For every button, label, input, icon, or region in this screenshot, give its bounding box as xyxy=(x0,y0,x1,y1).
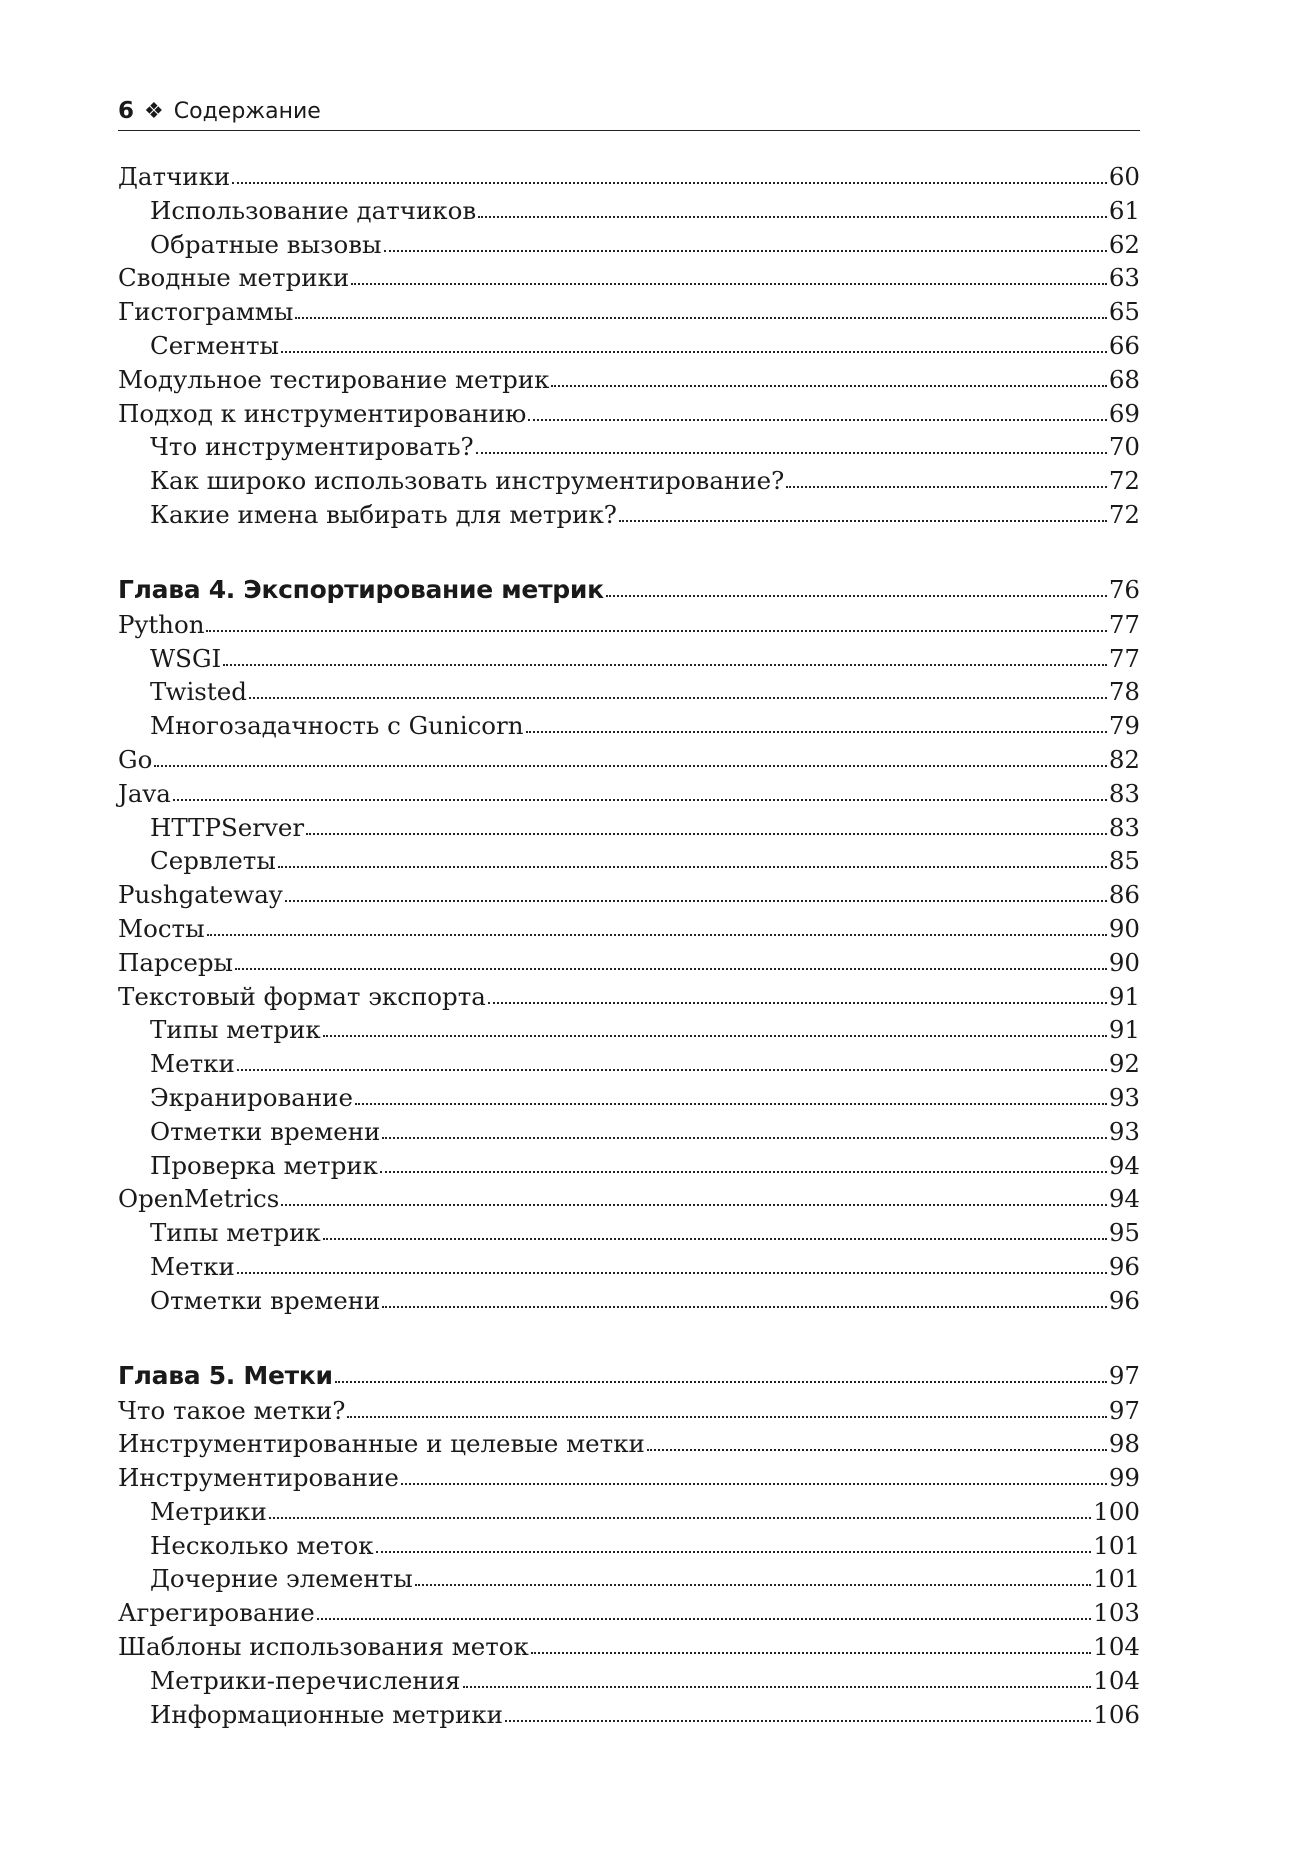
toc-entry-title: Инструментированные и целевые метки xyxy=(118,1429,645,1459)
toc-entry[interactable] xyxy=(118,1013,1140,1047)
toc-entry-title: Go xyxy=(118,744,153,774)
dot-leader xyxy=(606,589,1107,597)
dot-leader xyxy=(347,1410,1106,1418)
toc-entry-title: Шаблоны использования меток xyxy=(118,1632,529,1662)
toc-entry-page: 93 xyxy=(1108,1116,1140,1146)
dot-leader xyxy=(382,1300,1106,1308)
toc-entry-title: Глава 4. Экспортирование метрик xyxy=(118,574,604,604)
dot-leader xyxy=(463,1680,1092,1688)
dot-leader xyxy=(478,210,1107,218)
toc-entry-page: 98 xyxy=(1108,1429,1140,1459)
toc-entry[interactable] xyxy=(118,160,1140,194)
dot-leader xyxy=(384,244,1107,252)
dot-leader xyxy=(285,894,1107,902)
toc-entry-page: 63 xyxy=(1108,263,1140,293)
page-number: 6 xyxy=(118,98,135,124)
dot-leader xyxy=(249,691,1107,699)
toc-entry-page: 96 xyxy=(1108,1251,1140,1281)
toc-entry[interactable] xyxy=(118,980,1140,1014)
toc-entry-page: 93 xyxy=(1108,1082,1140,1112)
toc-entry-page: 76 xyxy=(1108,574,1140,604)
dot-leader xyxy=(232,176,1107,184)
dot-leader xyxy=(528,413,1106,421)
toc-entry[interactable] xyxy=(118,1047,1140,1081)
dot-leader xyxy=(323,1232,1107,1240)
dot-leader xyxy=(531,1646,1091,1654)
toc-entry-title: Экранирование xyxy=(150,1082,353,1112)
toc-entry[interactable] xyxy=(118,1630,1140,1664)
dot-leader xyxy=(235,962,1107,970)
dot-leader xyxy=(551,379,1106,387)
toc-entry[interactable] xyxy=(118,464,1140,498)
toc-entry-title: Сервлеты xyxy=(150,846,276,876)
toc-entry[interactable] xyxy=(118,1461,1140,1495)
toc-entry[interactable] xyxy=(118,261,1140,295)
toc-entry-title: Типы метрик xyxy=(150,1218,321,1248)
running-header xyxy=(118,92,1140,131)
toc-entry[interactable] xyxy=(118,1698,1140,1732)
toc-entry-page: 72 xyxy=(1108,499,1140,529)
toc-entry-page: 65 xyxy=(1108,297,1140,327)
toc-entry-title: Агрегирование xyxy=(118,1598,315,1628)
toc-entry-title: Отметки времени xyxy=(150,1116,381,1146)
toc-entry-title: Что инструментировать? xyxy=(150,432,474,462)
toc-entry-title: Метрики-перечисления xyxy=(150,1665,461,1695)
toc-entry[interactable] xyxy=(118,1081,1140,1115)
toc-entry-page: 78 xyxy=(1108,677,1140,707)
dot-leader xyxy=(786,480,1107,488)
dot-leader xyxy=(306,827,1107,835)
toc-entry-page: 68 xyxy=(1108,364,1140,394)
toc-entry-title: HTTPServer xyxy=(150,812,305,842)
dot-leader xyxy=(223,658,1107,666)
toc-entry-page: 104 xyxy=(1093,1632,1140,1662)
toc-entry[interactable] xyxy=(118,295,1140,329)
toc-entry-title: Какие имена выбирать для метрик? xyxy=(150,499,617,529)
toc-entry-page: 69 xyxy=(1108,398,1140,428)
dot-leader xyxy=(415,1578,1092,1586)
ornament-icon: ❖ xyxy=(144,98,164,124)
toc-entry-page: 83 xyxy=(1108,778,1140,808)
toc-entry-title: Несколько меток xyxy=(150,1530,374,1560)
toc-entry-page: 101 xyxy=(1093,1564,1140,1594)
toc-entry-page: 91 xyxy=(1108,981,1140,1011)
dot-leader xyxy=(154,759,1106,767)
table-of-contents xyxy=(118,160,1140,1731)
toc-entry[interactable] xyxy=(118,1664,1140,1698)
toc-entry-page: 62 xyxy=(1108,229,1140,259)
toc-entry-title: OpenMetrics xyxy=(118,1184,280,1214)
dot-leader xyxy=(488,996,1107,1004)
toc-entry-page: 82 xyxy=(1108,744,1140,774)
toc-entry-title: Глава 5. Метки xyxy=(118,1360,333,1390)
dot-leader xyxy=(505,1714,1091,1722)
toc-entry-title: Метрики xyxy=(150,1496,267,1526)
dot-leader xyxy=(281,345,1107,353)
toc-entry[interactable] xyxy=(118,844,1140,878)
toc-entry-page: 60 xyxy=(1108,162,1140,191)
toc-entry-title: Обратные вызовы xyxy=(150,229,382,259)
toc-entry-page: 95 xyxy=(1108,1218,1140,1248)
toc-entry[interactable] xyxy=(118,1284,1140,1318)
toc-entry[interactable] xyxy=(118,912,1140,946)
toc-entry-title: Метки xyxy=(150,1049,235,1079)
toc-entry[interactable] xyxy=(118,743,1140,777)
toc-entry-page: 79 xyxy=(1108,711,1140,741)
toc-entry-title: Текстовый формат экспорта xyxy=(118,981,486,1011)
toc-entry-page: 90 xyxy=(1108,913,1140,943)
dot-leader xyxy=(237,1266,1107,1274)
toc-entry[interactable] xyxy=(118,228,1140,262)
toc-entry-page: 91 xyxy=(1108,1015,1140,1045)
toc-entry-page: 97 xyxy=(1108,1360,1140,1390)
toc-entry-title: Информационные метрики xyxy=(150,1699,504,1729)
toc-entry[interactable] xyxy=(118,397,1140,431)
toc-entry-title: Использование датчиков xyxy=(150,195,477,225)
toc-entry-title: Многозадачность с Gunicorn xyxy=(150,711,524,741)
dot-leader xyxy=(351,277,1107,285)
toc-entry-page: 72 xyxy=(1108,466,1140,496)
toc-entry-title: Парсеры xyxy=(118,947,234,977)
toc-entry-title: Подход к инструментированию xyxy=(118,398,527,428)
dot-leader xyxy=(335,1375,1107,1383)
toc-entry[interactable] xyxy=(118,1529,1140,1563)
toc-entry-title: Модульное тестирование метрик xyxy=(118,364,550,394)
toc-entry-page: 61 xyxy=(1108,195,1140,225)
toc-entry-title: WSGI xyxy=(150,643,222,673)
toc-entry-title: Гистограммы xyxy=(118,297,294,327)
toc-entry-title: Twisted xyxy=(150,677,247,707)
toc-entry[interactable] xyxy=(118,1182,1140,1216)
toc-entry-page: 103 xyxy=(1093,1598,1140,1628)
toc-entry[interactable] xyxy=(118,777,1140,811)
toc-entry[interactable] xyxy=(118,709,1140,743)
toc-entry-title: Сегменты xyxy=(150,330,280,360)
dot-leader xyxy=(526,725,1107,733)
toc-entry-title: Java xyxy=(118,778,171,808)
dot-leader xyxy=(281,1198,1106,1206)
toc-entry-title: Типы метрик xyxy=(150,1015,321,1045)
toc-entry[interactable] xyxy=(118,430,1140,464)
toc-entry-page: 85 xyxy=(1108,846,1140,876)
toc-entry[interactable] xyxy=(118,608,1140,642)
toc-entry-title: Инструментирование xyxy=(118,1463,399,1493)
toc-entry-page: 99 xyxy=(1108,1463,1140,1493)
toc-entry-page: 101 xyxy=(1093,1530,1140,1560)
toc-entry[interactable] xyxy=(118,811,1140,845)
toc-entry-page: 92 xyxy=(1108,1049,1140,1079)
toc-entry[interactable] xyxy=(118,363,1140,397)
toc-entry-title: Python xyxy=(118,609,205,639)
dot-leader xyxy=(173,793,1107,801)
toc-entry-title: Метки xyxy=(150,1251,235,1281)
dot-leader xyxy=(401,1477,1107,1485)
toc-entry[interactable] xyxy=(118,642,1140,676)
toc-entry[interactable] xyxy=(118,329,1140,363)
toc-entry[interactable] xyxy=(118,1427,1140,1461)
dot-leader xyxy=(206,624,1106,632)
toc-entry[interactable] xyxy=(118,675,1140,709)
toc-chapter-entry[interactable] xyxy=(118,1358,1140,1394)
toc-entry[interactable] xyxy=(118,1250,1140,1284)
toc-entry[interactable] xyxy=(118,1394,1140,1428)
toc-entry-title: Дочерние элементы xyxy=(150,1564,413,1594)
toc-entry-page: 96 xyxy=(1108,1285,1140,1315)
toc-entry-page: 70 xyxy=(1108,432,1140,462)
dot-leader xyxy=(376,1545,1092,1553)
toc-entry[interactable] xyxy=(118,1115,1140,1149)
dot-leader xyxy=(295,311,1106,319)
toc-entry-page: 77 xyxy=(1108,609,1140,639)
dot-leader xyxy=(207,928,1107,936)
toc-entry[interactable] xyxy=(118,878,1140,912)
toc-entry-page: 100 xyxy=(1093,1496,1140,1526)
toc-entry[interactable] xyxy=(118,1495,1140,1529)
toc-entry-title: Как широко использовать инструментирование? xyxy=(150,466,785,496)
toc-entry[interactable] xyxy=(118,1216,1140,1250)
dot-leader xyxy=(269,1511,1091,1519)
toc-entry-page: 86 xyxy=(1108,880,1140,910)
dot-leader xyxy=(619,514,1107,522)
toc-entry-title: Датчики xyxy=(118,162,231,191)
toc-entry[interactable] xyxy=(118,194,1140,228)
toc-entry[interactable] xyxy=(118,1596,1140,1630)
toc-entry-title: Pushgateway xyxy=(118,880,283,910)
toc-entry-page: 77 xyxy=(1108,643,1140,673)
toc-entry-page: 94 xyxy=(1108,1184,1140,1214)
toc-entry-page: 83 xyxy=(1108,812,1140,842)
toc-entry[interactable] xyxy=(118,1562,1140,1596)
toc-entry-title: Проверка метрик xyxy=(150,1150,378,1180)
toc-entry-page: 66 xyxy=(1108,330,1140,360)
dot-leader xyxy=(476,446,1107,454)
toc-entry-page: 94 xyxy=(1108,1150,1140,1180)
toc-chapter-entry[interactable] xyxy=(118,572,1140,608)
toc-entry[interactable] xyxy=(118,498,1140,532)
toc-entry-page: 90 xyxy=(1108,947,1140,977)
dot-leader xyxy=(317,1612,1092,1620)
dot-leader xyxy=(278,860,1107,868)
toc-entry-page: 97 xyxy=(1108,1395,1140,1425)
toc-entry-page: 104 xyxy=(1093,1665,1140,1695)
toc-entry-title: Сводные метрики xyxy=(118,263,350,293)
toc-entry-title: Отметки времени xyxy=(150,1285,381,1315)
toc-entry[interactable] xyxy=(118,946,1140,980)
header-title: Содержание xyxy=(173,98,321,124)
dot-leader xyxy=(355,1097,1107,1105)
dot-leader xyxy=(237,1063,1107,1071)
toc-entry-page: 106 xyxy=(1093,1699,1140,1729)
dot-leader xyxy=(380,1165,1107,1173)
toc-entry[interactable] xyxy=(118,1149,1140,1183)
toc-entry-title: Мосты xyxy=(118,913,205,943)
toc-entry-title: Что такое метки? xyxy=(118,1395,346,1425)
dot-leader xyxy=(323,1029,1107,1037)
dot-leader xyxy=(382,1131,1106,1139)
dot-leader xyxy=(647,1443,1107,1451)
